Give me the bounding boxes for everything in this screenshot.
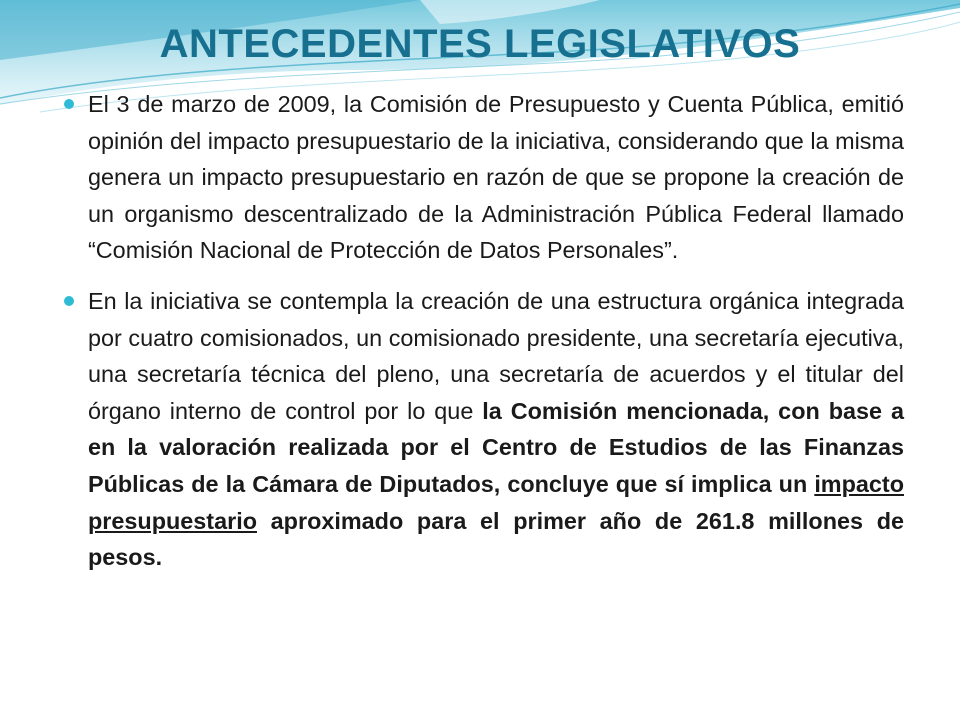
bullet-item bbox=[58, 86, 904, 269]
bullet-dot-icon bbox=[64, 99, 74, 109]
bullet-text-bold: la Comisión mencionada, con base a en la valoración realizada por el Centro de Estudios de las Finanzas Públicas de la Cámara de Diputados, concluye que sí implica un bbox=[88, 397, 904, 497]
bullet-item bbox=[58, 283, 904, 576]
bullet-text-plain: En la iniciativa se contempla la creación de una estructura orgánica integrada por cuatro comisionados, un comisionado presidente, una secretaría ejecutiva, una secretaría técnica del pleno, una secretaría de acuerdos y el titular del órgano interno de control por lo que bbox=[88, 287, 904, 424]
bullet-text bbox=[88, 283, 904, 576]
bullet-text-bold-underlined: impacto presupuestario bbox=[88, 470, 904, 534]
bullet-text: El 3 de marzo de 2009, la Comisión de Presupuesto y Cuenta Pública, emitió opinión del impacto presupuestario de la iniciativa, considerando que la misma genera un impacto presupuestario en razón de que se propone la creación de un organismo descentralizado de la Administración Pública Federal llamado “Comisión Nacional de Protección de Datos Personales”. bbox=[88, 91, 904, 264]
slide-title: ANTECEDENTES LEGISLATIVOS bbox=[159, 22, 801, 66]
bullet-list bbox=[58, 86, 904, 590]
bullet-dot-icon bbox=[64, 296, 74, 306]
bullet-text-bold-end: aproximado para el primer año de 261.8 millones de pesos. bbox=[88, 507, 904, 571]
